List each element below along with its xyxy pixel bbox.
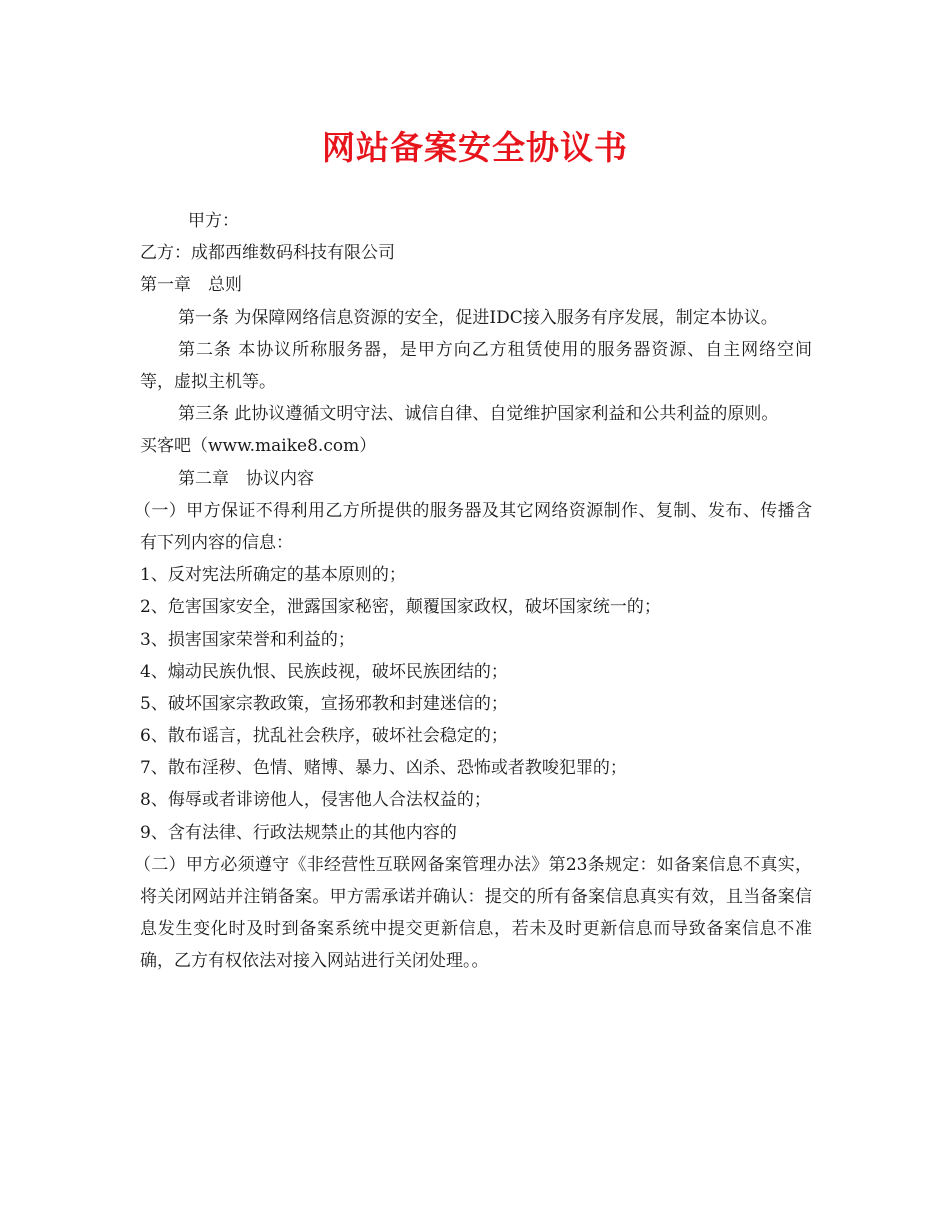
list-item: 8、侮辱或者诽谤他人，侵害他人合法权益的；	[140, 790, 491, 811]
article-3: 第三条 此协议遵循文明守法、诚信自律、自觉维护国家利益和公共利益的原则。	[178, 404, 779, 425]
document-body	[134, 205, 812, 978]
list-item: 2、危害国家安全，泄露国家秘密，颠覆国家政权，破坏国家统一的；	[140, 597, 661, 618]
article-1: 第一条 为保障网络信息资源的安全，促进IDC接入服务有序发展，制定本协议。	[178, 307, 778, 328]
list-item: 4、煽动民族仇恨、民族歧视，破坏民族团结的；	[140, 661, 508, 682]
party-a-line: 甲方：	[188, 211, 239, 231]
list-item: 1、反对宪法所确定的基本原则的；	[140, 565, 406, 586]
article-2: 第二条 本协议所称服务器，是甲方向乙方租赁使用的服务器资源、自主网络空间等，虚拟主机等。	[140, 339, 812, 392]
document-title: 网站备案安全协议书	[322, 128, 628, 167]
list-item: 3、损害国家荣誉和利益的；	[140, 629, 355, 650]
list-item: 9、含有法律、行政法规禁止的其他内容的	[140, 822, 457, 843]
list-item: 7、散布淫秽、色情、赌博、暴力、凶杀、恐怖或者教唆犯罪的；	[140, 758, 627, 779]
chapter1-heading: 第一章 总则	[140, 275, 242, 296]
site-note: 买客吧（www.maike8.com）	[140, 436, 377, 457]
clause-2: （二）甲方必须遵守《非经营性互联网备案管理办法》第23条规定：如备案信息不真实，将关闭网站并注销备案。甲方需承诺并确认：提交的所有备案信息真实有效，且当备案信息发生变化时及时到备案系统中提交更新信息，若未及时更新信息而导致备案信息不准确，乙方有权依法对接入网站进行关闭处理。。	[134, 854, 812, 972]
party-b-line: 乙方：成都西维数码科技有限公司	[140, 243, 395, 264]
list-item: 5、破坏国家宗教政策，宣扬邪教和封建迷信的；	[140, 693, 508, 714]
list-item: 6、散布谣言，扰乱社会秩序，破坏社会稳定的；	[140, 726, 508, 747]
chapter2-heading: 第二章 协议内容	[178, 468, 314, 489]
clause-1: （一）甲方保证不得利用乙方所提供的服务器及其它网络资源制作、复制、发布、传播含有下列内容的信息：	[134, 500, 812, 553]
